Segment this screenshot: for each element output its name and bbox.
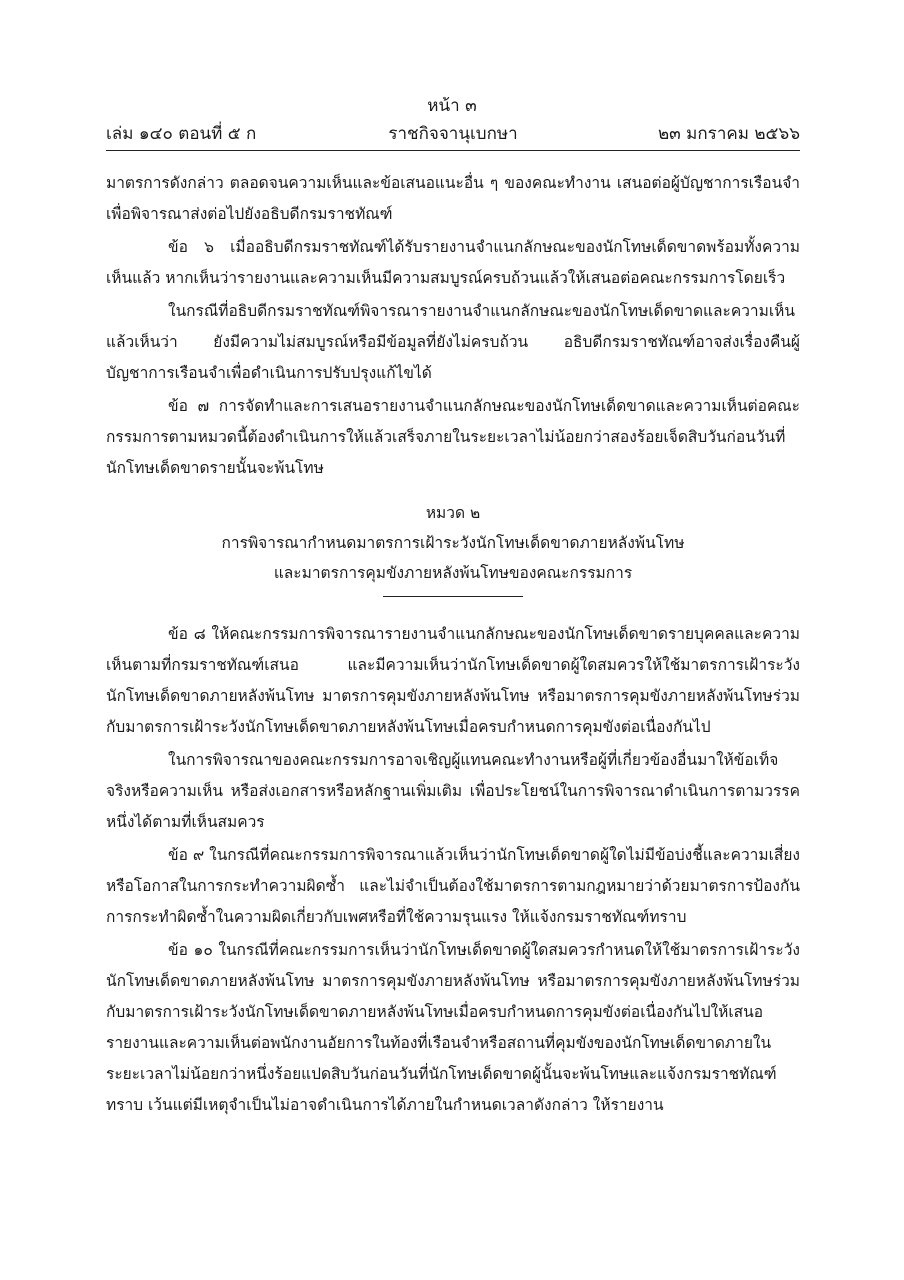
document-body (106, 168, 800, 1123)
chapter-title-line-1: การพิจารณากำหนดมาตรการเฝ้าระวังนักโทษเด็ดขาดภายหลังพ้นโทษ (221, 534, 685, 552)
clause-7: ข้อ ๗ การจัดทำและการเสนอรายงานจำแนกลักษณะของนักโทษเด็ดขาดและความเห็นต่อคณะกรรมการตามหมวดนี้ต้องดำเนินการให้แล้วเสร็จภายในระยะเวลาไม่น้อยกว่าสองร้อยเจ็ดสิบวันก่อนวันที่นักโทษเด็ดขาดรายนั้นจะพ้นโทษ (106, 397, 800, 477)
paragraph-continuation: มาตรการดังกล่าว ตลอดจนความเห็นและข้อเสนอแนะอื่น ๆ ของคณะทำงาน เสนอต่อผู้บัญชาการเรือนจำเพื่อพิจารณาส่งต่อไปยังอธิบดีกรมราชทัณฑ์ (106, 174, 800, 223)
clause-10: ข้อ ๑๐ ในกรณีที่คณะกรรมการเห็นว่านักโทษเด็ดขาดผู้ใดสมควรกำหนดให้ใช้มาตรการเฝ้าระวังนักโทษเด็ดขาดภายหลังพ้นโทษ มาตรการคุมขังภายหลังพ้นโทษ หรือมาตรการคุมขังภายหลังพ้นโทษร่วมกับมาตรการเฝ้าระวังนักโทษเด็ดขาดภายหลังพ้นโทษเมื่อครบกำหนดการคุมขังต่อเนื่องกันไปให้เสนอรายงานและความเห็นต่อพนักงานอัยการในท้องที่เรือนจำหรือสถานที่คุมขังของนักโทษเด็ดขาดภายในระยะเวลาไม่น้อยกว่าหนึ่งร้อยแปดสิบวันก่อนวันที่นักโทษเด็ดขาดผู้นั้นจะพ้นโทษและแจ้งกรมราชทัณฑ์ทราบ เว้นแต่มีเหตุจำเป็นไม่อาจดำเนินการได้ภายในกำหนดเวลาดังกล่าว ให้รายงาน (106, 941, 800, 1114)
volume-issue: เล่ม ๑๔๐ ตอนที่ ๕ ก (106, 124, 257, 144)
publication-name: ราชกิจจานุเบกษา (388, 124, 518, 144)
clause-6-paragraph-2: ในกรณีที่อธิบดีกรมราชทัณฑ์พิจารณารายงานจำแนกลักษณะของนักโทษเด็ดขาดและความเห็นแล้วเห็นว่า ยังมีความไม่สมบูรณ์หรือมีข้อมูลที่ยังไม่ครบถ้วน อธิบดีกรมราชทัณฑ์อาจส่งเรื่องคืนผู้บัญชาการเรือนจำเพื่อดำเนินการปรับปรุงแก้ไขได้ (106, 302, 800, 382)
publication-date: ๒๓ มกราคม ๒๕๖๖ (657, 124, 800, 144)
clause-6: ข้อ ๖ เมื่ออธิบดีกรมราชทัณฑ์ได้รับรายงานจำแนกลักษณะของนักโทษเด็ดขาดพร้อมทั้งความเห็นแล้ว หากเห็นว่ารายงานและความเห็นมีความสมบูรณ์ครบถ้วนแล้วให้เสนอต่อคณะกรรมการโดยเร็ว (106, 238, 800, 287)
page-number: หน้า ๓ (427, 96, 477, 116)
chapter-divider (383, 596, 523, 597)
clause-8-paragraph-2: ในการพิจารณาของคณะกรรมการอาจเชิญผู้แทนคณะทำงานหรือผู้ที่เกี่ยวข้องอื่นมาให้ข้อเท็จจริงหรือความเห็น หรือส่งเอกสารหรือหลักฐานเพิ่มเติม เพื่อประโยชน์ในการพิจารณาดำเนินการตามวรรคหนึ่งได้ตามที่เห็นสมควร (106, 751, 800, 831)
chapter-heading (106, 498, 800, 588)
clause-8: ข้อ ๘ ให้คณะกรรมการพิจารณารายงานจำแนกลักษณะของนักโทษเด็ดขาดรายบุคคลและความเห็นตามที่กรมราชทัณฑ์เสนอ และมีความเห็นว่านักโทษเด็ดขาดผู้ใดสมควรให้ใช้มาตรการเฝ้าระวังนักโทษเด็ดขาดภายหลังพ้นโทษ มาตรการคุมขังภายหลังพ้นโทษ หรือมาตรการคุมขังภายหลังพ้นโทษร่วมกับมาตรการเฝ้าระวังนักโทษเด็ดขาดภายหลังพ้นโทษเมื่อครบกำหนดการคุมขังต่อเนื่องกันไป (106, 625, 800, 736)
header-divider (106, 150, 800, 151)
chapter-title-line-2: และมาตรการคุมขังภายหลังพ้นโทษของคณะกรรมการ (273, 564, 633, 582)
chapter-number: หมวด ๒ (425, 504, 481, 522)
page-header (106, 120, 800, 144)
clause-9: ข้อ ๙ ในกรณีที่คณะกรรมการพิจารณาแล้วเห็นว่านักโทษเด็ดขาดผู้ใดไม่มีข้อบ่งชี้และความเสี่ยงหรือโอกาสในการกระทำความผิดซ้ำ และไม่จำเป็นต้องใช้มาตรการตามกฎหมายว่าด้วยมาตรการป้องกันการกระทำผิดซ้ำในความผิดเกี่ยวกับเพศหรือที่ใช้ความรุนแรง ให้แจ้งกรมราชทัณฑ์ทราบ (106, 846, 800, 926)
